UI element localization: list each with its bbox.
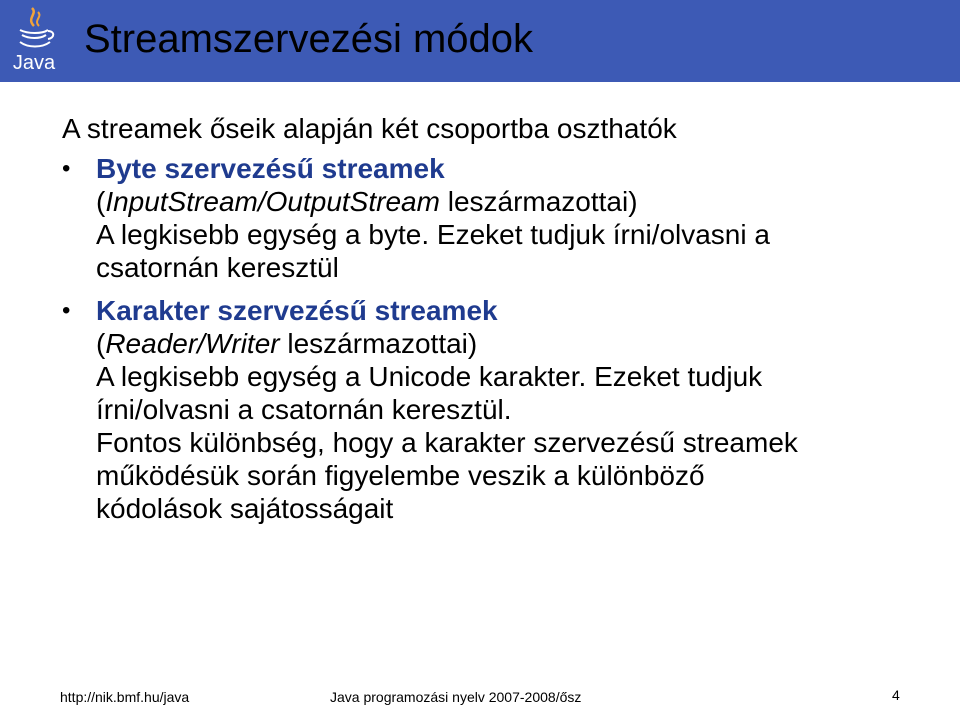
bullet-text-line: írni/olvasni a csatornán keresztül. [96, 394, 512, 425]
java-logo-text: Java [12, 52, 56, 74]
class-names: InputStream/OutputStream [105, 186, 440, 217]
bullet-classes: (InputStream/OutputStream leszármazottai) [96, 186, 638, 217]
bullet-text-line: csatornán keresztül [96, 252, 339, 283]
bullet-classes: (Reader/Writer leszármazottai) [96, 328, 478, 359]
header-band [0, 0, 960, 82]
class-names: Reader/Writer [105, 328, 280, 359]
slide-title: Streamszervezési módok [84, 17, 534, 61]
java-cup-icon [8, 4, 60, 52]
bullet-text-line: A legkisebb egység a byte. Ezeket tudjuk írni/olvasni a [96, 219, 770, 250]
bullet-icon: • [62, 155, 71, 182]
bullet-heading: Karakter szervezésű streamek [96, 295, 498, 326]
bullet-byte-streams [62, 152, 942, 284]
intro-text: A streamek őseik alapján két csoportba oszthatók [62, 113, 677, 144]
bullet-heading: Byte szervezésű streamek [96, 153, 445, 184]
class-suffix: leszármazottai) [447, 186, 638, 217]
page-number: 4 [892, 687, 900, 703]
bullet-character-streams [62, 294, 942, 525]
bullet-icon: • [62, 297, 71, 324]
bullet-text-line: Fontos különbség, hogy a karakter szervezésű streamek [96, 427, 798, 458]
bullet-text-line: A legkisebb egység a Unicode karakter. Ezeket tudjuk [96, 361, 763, 392]
footer-url: http://nik.bmf.hu/java [60, 689, 190, 705]
class-suffix: leszármazottai) [287, 328, 478, 359]
bullet-text-line: kódolások sajátosságait [96, 493, 394, 524]
bullet-text-line: működésük során figyelembe veszik a különböző [96, 460, 705, 491]
slide-content [62, 112, 942, 525]
footer-course: Java programozási nyelv 2007-2008/ősz [330, 689, 582, 705]
java-logo [8, 4, 60, 78]
